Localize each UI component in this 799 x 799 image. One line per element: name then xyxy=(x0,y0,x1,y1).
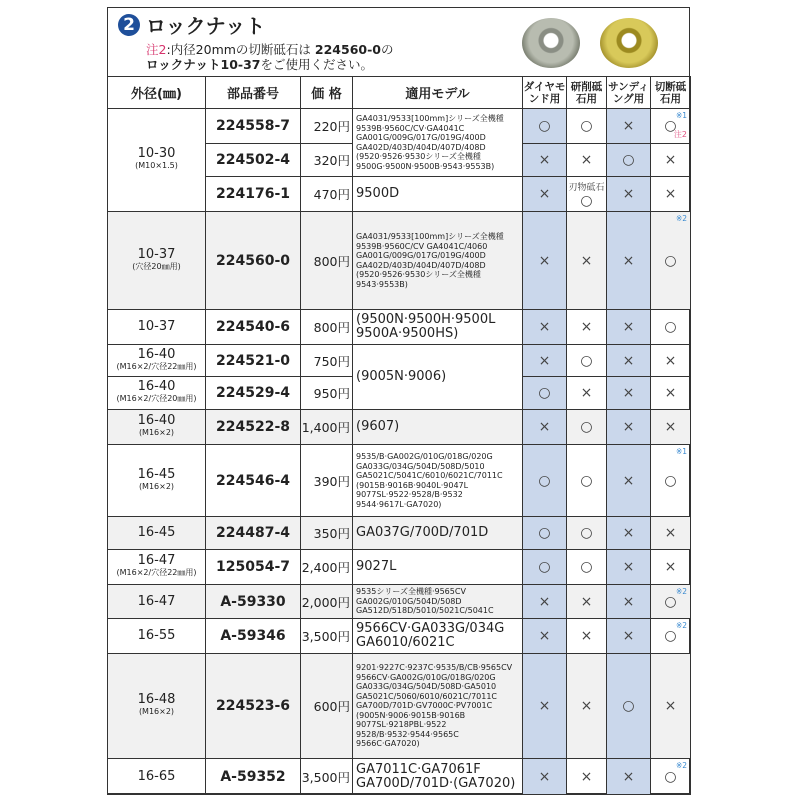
compat-mark xyxy=(523,345,567,377)
compat-symbol: × xyxy=(622,118,635,134)
price: 220円 xyxy=(301,109,353,144)
compat-symbol: × xyxy=(580,593,593,610)
footnote-ref: ※2 xyxy=(675,214,687,223)
size-cell xyxy=(108,585,206,619)
compat-mark xyxy=(651,212,691,310)
size-cell xyxy=(108,345,206,377)
compat-symbol: × xyxy=(664,559,677,575)
compat-symbol: × xyxy=(622,559,635,575)
header-3: 適用モデル xyxy=(353,77,523,109)
size-cell xyxy=(108,654,206,759)
compat-mark xyxy=(567,109,607,144)
compat-mark xyxy=(651,310,691,345)
table-row xyxy=(108,619,691,654)
compat-mark xyxy=(607,410,651,445)
compat-symbol: × xyxy=(664,419,677,435)
size-sub: (M16×2/穴径20㎜用) xyxy=(116,394,197,403)
compat-mark xyxy=(567,550,607,585)
compat-symbol: × xyxy=(622,525,635,541)
size-value: 10-37 xyxy=(137,246,176,262)
compat-symbol: × xyxy=(538,352,551,369)
compat-mark xyxy=(567,345,607,377)
compat-mark xyxy=(523,410,567,445)
compat-symbol: × xyxy=(664,525,677,541)
lock-nut-silver-image xyxy=(522,18,580,68)
size-value: 16-47 xyxy=(137,593,176,609)
compat-mark xyxy=(567,654,607,759)
note-body2: の xyxy=(380,42,394,57)
compat-mark xyxy=(607,177,651,212)
footnote-ref: ※1 xyxy=(675,447,687,456)
compat-symbol: × xyxy=(664,698,677,714)
compat-symbol: ○ xyxy=(580,118,593,134)
compat-mark xyxy=(607,585,651,619)
table-row xyxy=(108,345,691,377)
compat-symbol: × xyxy=(538,768,551,785)
compat-mark xyxy=(651,144,691,177)
compat-symbol: ○ xyxy=(580,559,593,575)
size-cell xyxy=(108,550,206,585)
compat-mark xyxy=(523,377,567,410)
compat-symbol: × xyxy=(538,319,551,335)
size-value: 16-40 xyxy=(137,413,176,428)
part-number: 224176-1 xyxy=(206,177,301,212)
size-cell xyxy=(108,759,206,795)
applicable-models: 9500D xyxy=(353,177,523,212)
compat-symbol: × xyxy=(664,152,677,168)
locknut-table xyxy=(107,76,691,795)
size-cell xyxy=(108,517,206,550)
compat-symbol: × xyxy=(538,628,551,644)
header-5: 研削砥石用 xyxy=(567,77,607,109)
size-value: 16-48 xyxy=(137,692,176,707)
price: 950円 xyxy=(301,377,353,410)
compat-mark xyxy=(607,654,651,759)
compat-mark xyxy=(651,759,691,795)
compat-mark xyxy=(523,654,567,759)
price: 320円 xyxy=(301,144,353,177)
table-row xyxy=(108,410,691,445)
part-number: 125054-7 xyxy=(206,550,301,585)
compat-mark xyxy=(651,619,691,654)
price: 390円 xyxy=(301,445,353,517)
size-sub: (M16×2/穴径22㎜用) xyxy=(116,568,197,577)
header-7: 切断砥石用 xyxy=(651,77,691,109)
part-number: 224546-4 xyxy=(206,445,301,517)
size-cell xyxy=(108,619,206,654)
compat-mark xyxy=(567,212,607,310)
header-4: ダイヤモンド用 xyxy=(523,77,567,109)
applicable-models: 9201·9227C·9237C·9535/B/CB·9565CV 9566CV·GA002G/010G/018G/020G GA033G/034G/504D/508D·GA5010 GA5021C/5060/6010/6021C/7011C GA700D/701D·GV7000C·PV7001C (9005N·9006·9015B·9016B 9077SL·9218PBL·9522 9528/B·9532·9544·9565C 9566C·GA7020) xyxy=(353,654,523,759)
compat-symbol: × xyxy=(664,186,677,202)
compat-symbol: × xyxy=(580,252,593,269)
compat-symbol: × xyxy=(538,698,551,714)
price: 750円 xyxy=(301,345,353,377)
size-value: 16-45 xyxy=(137,466,176,482)
compat-mark xyxy=(523,212,567,310)
size-cell xyxy=(108,445,206,517)
note-body3: をご使用ください。 xyxy=(260,57,373,72)
compat-symbol: ○ xyxy=(664,628,677,644)
compat-symbol: × xyxy=(622,768,635,785)
size-cell xyxy=(108,410,206,445)
compat-symbol: × xyxy=(580,319,593,335)
compat-mark xyxy=(607,619,651,654)
compat-mark xyxy=(651,345,691,377)
size-sub: (M16×2) xyxy=(138,707,175,716)
lock-nut-gold-image xyxy=(600,18,658,68)
price: 470円 xyxy=(301,177,353,212)
table-row xyxy=(108,550,691,585)
size-sub: (M10×1.5) xyxy=(135,161,178,170)
table-row xyxy=(108,445,691,517)
size-value: 16-55 xyxy=(137,628,176,643)
compat-mark xyxy=(607,345,651,377)
part-number: 224502-4 xyxy=(206,144,301,177)
compat-mark xyxy=(607,517,651,550)
compat-mark xyxy=(567,144,607,177)
compat-symbol: × xyxy=(538,152,551,168)
compat-mark xyxy=(567,445,607,517)
compat-mark xyxy=(651,410,691,445)
part-number: 224521-0 xyxy=(206,345,301,377)
compat-mark xyxy=(523,759,567,795)
compat-mark xyxy=(651,109,691,144)
footnote-ref: ※2 xyxy=(675,761,687,770)
compat-symbol: ○ xyxy=(664,252,677,269)
compat-mark xyxy=(523,177,567,212)
compat-symbol: × xyxy=(580,385,593,401)
applicable-models: 9027L xyxy=(353,550,523,585)
size-cell xyxy=(108,310,206,345)
compat-symbol: ○ xyxy=(538,472,551,489)
table-row xyxy=(108,109,691,144)
footnote-ref: ※1 xyxy=(675,111,687,120)
applicable-models: GA4031/9533[100mm]シリーズ全機種 9539B·9560C/CV·GA4041C GA001G/009G/017G/019G/400D GA402D/403D/404D/407D/408D (9520·9526·9530シリーズ全機種 9500G·9500N·9500B·9543·9553B) xyxy=(353,109,523,177)
applicable-models: 9535シリーズ全機種·9565CV GA002G/010G/504D/508D GA512D/518D/5010/5021C/5041C xyxy=(353,585,523,619)
applicable-models: GA7011C·GA7061F GA700D/701D·(GA7020) xyxy=(353,759,523,795)
compat-mark xyxy=(651,377,691,410)
compat-mark xyxy=(567,759,607,795)
compat-symbol: × xyxy=(538,419,551,435)
compat-symbol: × xyxy=(538,186,551,202)
price: 350円 xyxy=(301,517,353,550)
note-label: 注2 xyxy=(146,42,167,57)
compat-symbol: ○ xyxy=(664,593,677,610)
compat-symbol: ○ xyxy=(580,472,593,489)
compat-mark xyxy=(651,517,691,550)
compat-symbol: ○ xyxy=(664,118,677,134)
table-row xyxy=(108,310,691,345)
price: 600円 xyxy=(301,654,353,759)
table-row xyxy=(108,212,691,310)
compat-mark xyxy=(567,310,607,345)
grind-note: 刃物砥石 xyxy=(568,182,605,193)
compat-symbol: ○ xyxy=(580,352,593,369)
part-number: A-59330 xyxy=(206,585,301,619)
compat-mark xyxy=(651,585,691,619)
size-value: 16-40 xyxy=(137,346,176,362)
compat-mark xyxy=(607,212,651,310)
size-value: 10-37 xyxy=(137,319,176,334)
compat-symbol: ○ xyxy=(538,525,551,541)
compat-symbol: × xyxy=(580,628,593,644)
size-value: 10-30 xyxy=(137,146,176,161)
compat-mark xyxy=(567,177,607,212)
table-row xyxy=(108,585,691,619)
size-sub: (M16×2) xyxy=(138,428,175,437)
footnote-ref: ※2 xyxy=(675,587,687,596)
section-title-text: ロックナット xyxy=(146,14,266,38)
compat-symbol: × xyxy=(538,593,551,610)
compat-symbol: ○ xyxy=(538,118,551,134)
price: 2,400円 xyxy=(301,550,353,585)
price: 3,500円 xyxy=(301,759,353,795)
compat-mark xyxy=(607,109,651,144)
compat-symbol: ○ xyxy=(538,385,551,401)
size-cell xyxy=(108,109,206,212)
size-sub: (穴径20㎜用) xyxy=(132,261,181,271)
compat-symbol: ○ xyxy=(664,472,677,489)
size-cell xyxy=(108,377,206,410)
compat-symbol: ○ xyxy=(538,559,551,575)
compat-mark xyxy=(567,619,607,654)
compat-mark xyxy=(523,144,567,177)
compat-symbol: × xyxy=(622,252,635,269)
compat-mark xyxy=(523,550,567,585)
applicable-models: GA4031/9533[100mm]シリーズ全機種 9539B·9560C/CV GA4041C/4060 GA001G/009G/017G/019G/400D GA402D/403D/404D/407D/408D (9520·9526·9530シリーズ全機種 9543·9553B) xyxy=(353,212,523,310)
compat-mark xyxy=(607,377,651,410)
note-body: :内径20mmの切断砥石は xyxy=(166,42,315,57)
compat-symbol: × xyxy=(580,152,593,168)
price: 800円 xyxy=(301,212,353,310)
compat-symbol: × xyxy=(580,698,593,714)
compat-mark xyxy=(607,144,651,177)
compat-symbol: ○ xyxy=(580,525,593,541)
compat-symbol: ○ xyxy=(622,698,635,714)
applicable-models: (9607) xyxy=(353,410,523,445)
compat-mark xyxy=(523,517,567,550)
part-number: 224529-4 xyxy=(206,377,301,410)
header-6: サンディング用 xyxy=(607,77,651,109)
compat-mark xyxy=(567,585,607,619)
compat-symbol: × xyxy=(622,593,635,610)
part-number: 224560-0 xyxy=(206,212,301,310)
compat-mark xyxy=(651,177,691,212)
price: 1,400円 xyxy=(301,410,353,445)
size-value: 16-47 xyxy=(137,553,176,568)
compat-symbol: × xyxy=(580,768,593,785)
compat-symbol: × xyxy=(538,252,551,269)
compat-mark xyxy=(651,550,691,585)
compat-symbol: × xyxy=(622,628,635,644)
footnote-ref: ※2 xyxy=(675,621,687,630)
compat-symbol: ○ xyxy=(580,192,593,209)
compat-symbol: ○ xyxy=(664,768,677,785)
compat-symbol: × xyxy=(622,385,635,401)
size-value: 16-45 xyxy=(137,525,176,540)
part-number: 224522-8 xyxy=(206,410,301,445)
price: 3,500円 xyxy=(301,619,353,654)
price: 2,000円 xyxy=(301,585,353,619)
compat-mark xyxy=(567,410,607,445)
compat-symbol: ○ xyxy=(622,152,635,168)
compat-symbol: × xyxy=(664,352,677,369)
header-2: 価 格 xyxy=(301,77,353,109)
price: 800円 xyxy=(301,310,353,345)
compat-mark xyxy=(523,445,567,517)
table-row xyxy=(108,517,691,550)
size-cell xyxy=(108,212,206,310)
note-locknut: ロックナット10-37 xyxy=(146,57,261,72)
compat-mark xyxy=(523,585,567,619)
applicable-models: GA037G/700D/701D xyxy=(353,517,523,550)
note-text xyxy=(146,42,394,72)
header-1: 部品番号 xyxy=(206,77,301,109)
applicable-models: (9500N·9500H·9500L 9500A·9500HS) xyxy=(353,310,523,345)
part-number: 224487-4 xyxy=(206,517,301,550)
compat-symbol: × xyxy=(622,472,635,489)
compat-mark xyxy=(523,109,567,144)
compat-mark xyxy=(607,550,651,585)
part-number: 224523-6 xyxy=(206,654,301,759)
size-sub: (M16×2/穴径22㎜用) xyxy=(116,361,197,371)
compat-symbol: × xyxy=(622,419,635,435)
compat-mark xyxy=(607,445,651,517)
compat-symbol: × xyxy=(622,319,635,335)
table-row xyxy=(108,759,691,795)
section-number-badge: 2 xyxy=(118,14,140,36)
compat-mark xyxy=(651,445,691,517)
compat-mark xyxy=(607,310,651,345)
applicable-models: 9535/B·GA002G/010G/018G/020G GA033G/034G/504D/508D/5010 GA5021C/5041C/6010/6021C/7011C (9015B·9016B·9040L·9047L 9077SL·9522·9528/B·9532 9544·9617L·GA7020) xyxy=(353,445,523,517)
compat-symbol: ○ xyxy=(580,419,593,435)
compat-mark xyxy=(567,377,607,410)
compat-symbol: × xyxy=(664,385,677,401)
note-part: 224560-0 xyxy=(314,42,381,57)
size-value: 16-65 xyxy=(137,768,176,784)
compat-mark xyxy=(651,654,691,759)
compat-mark xyxy=(607,759,651,795)
table-row xyxy=(108,654,691,759)
part-number: A-59352 xyxy=(206,759,301,795)
compat-symbol: × xyxy=(622,186,635,202)
note-ref: 注2 xyxy=(673,130,687,139)
compat-symbol: ○ xyxy=(664,319,677,335)
applicable-models: 9566CV·GA033G/034G GA6010/6021C xyxy=(353,619,523,654)
compat-symbol: × xyxy=(622,352,635,369)
part-number: 224540-6 xyxy=(206,310,301,345)
size-value: 16-40 xyxy=(137,379,176,394)
applicable-models: (9005N·9006) xyxy=(353,345,523,410)
compat-mark xyxy=(523,619,567,654)
part-number: A-59346 xyxy=(206,619,301,654)
section-title xyxy=(118,10,265,39)
size-sub: (M16×2) xyxy=(138,481,175,491)
compat-mark xyxy=(567,517,607,550)
compat-mark xyxy=(523,310,567,345)
header-0: 外径(㎜) xyxy=(108,77,206,109)
part-number: 224558-7 xyxy=(206,109,301,144)
